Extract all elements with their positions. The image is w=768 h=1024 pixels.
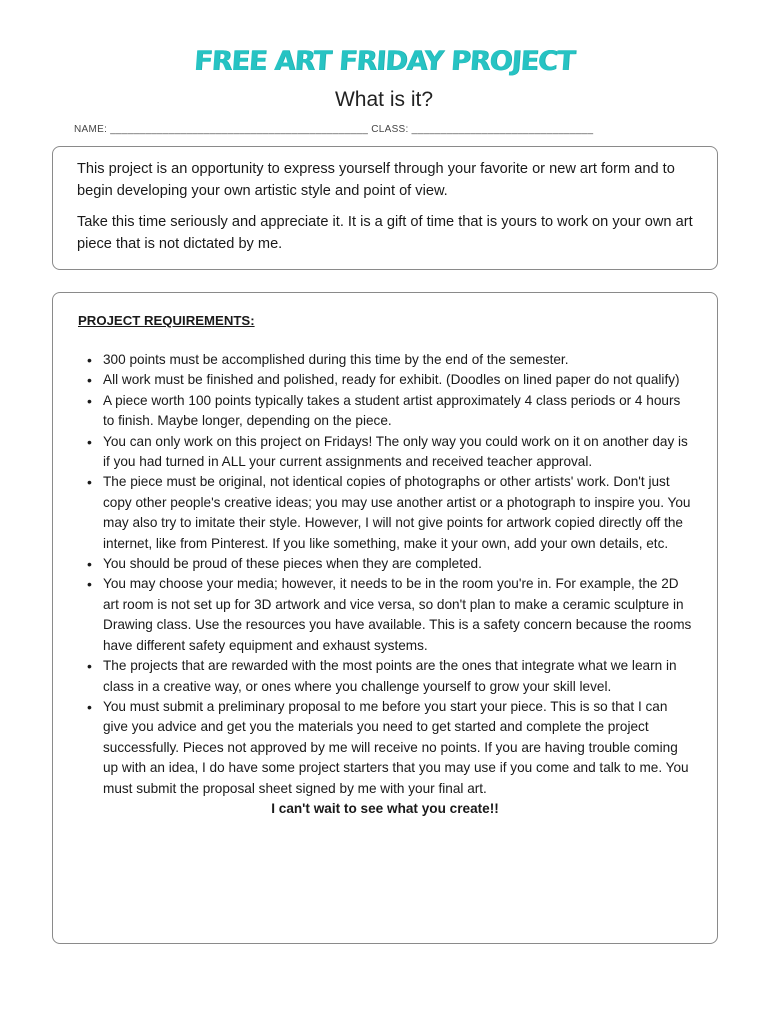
name-class-line: NAME: ____________________________________________ CLASS: _______________________________ <box>74 124 594 135</box>
page-title: FREE ART FRIDAY PROJECT <box>192 46 576 77</box>
requirements-box <box>52 292 718 944</box>
intro-paragraph: This project is an opportunity to express yourself through your favorite or new art form and to begin developing your own artistic style and point of view. <box>77 161 675 199</box>
list-item: • A piece worth 100 points typically takes a student artist approximately 4 class periods or 4 hours to finish. Maybe longer, depending on the piece. <box>103 391 693 432</box>
list-item: • You should be proud of these pieces when they are completed. <box>103 554 693 574</box>
requirements-list <box>77 350 693 799</box>
page-subtitle: What is it? <box>334 88 434 111</box>
list-item: • The piece must be original, not identical copies of photographs or other artists' work. Don't just copy other people's creative ideas; you may use another artist or a photograph to inspire you. You may also try to imitate their style. However, I will not give points for artwork copied directly off the internet, like from Pinterest. If you like something, make it your own, add your own details, etc. <box>103 472 693 554</box>
list-item: • All work must be finished and polished, ready for exhibit. (Doodles on lined paper do not qualify) <box>103 370 693 390</box>
list-item: • 300 points must be accomplished during this time by the end of the semester. <box>103 350 693 370</box>
intro-box <box>52 146 718 270</box>
list-item: • The projects that are rewarded with the most points are the ones that integrate what we learn in class in a creative way, or ones where you challenge yourself to grow your skill level. <box>103 656 693 697</box>
requirements-heading: PROJECT REQUIREMENTS: <box>78 313 255 328</box>
intro-paragraph: Take this time seriously and appreciate it. It is a gift of time that is yours to work on your own art piece that is not dictated by me. <box>77 214 693 252</box>
list-item: • You must submit a preliminary proposal to me before you start your piece. This is so that I can give you advice and get you the materials you need to get started and complete the project successfully. Pieces not approved by me will receive no points. If you are having trouble coming up with an idea, I do have some project starters that you may use if you come and talk to me. You must submit the proposal sheet signed by me with your final art. <box>103 697 693 799</box>
closing-line: I can't wait to see what you create!! <box>271 800 499 816</box>
list-item: • You may choose your media; however, it needs to be in the room you're in. For example, the 2D art room is not set up for 3D artwork and vice versa, so don't plan to make a ceramic sculpture in Drawing class. Use the resources you have available. This is a safety concern because the rooms have different safety equipment and exhaust systems. <box>103 574 693 656</box>
list-item: • You can only work on this project on Fridays! The only way you could work on it on another day is if you had turned in ALL your current assignments and received teacher approval. <box>103 432 693 473</box>
